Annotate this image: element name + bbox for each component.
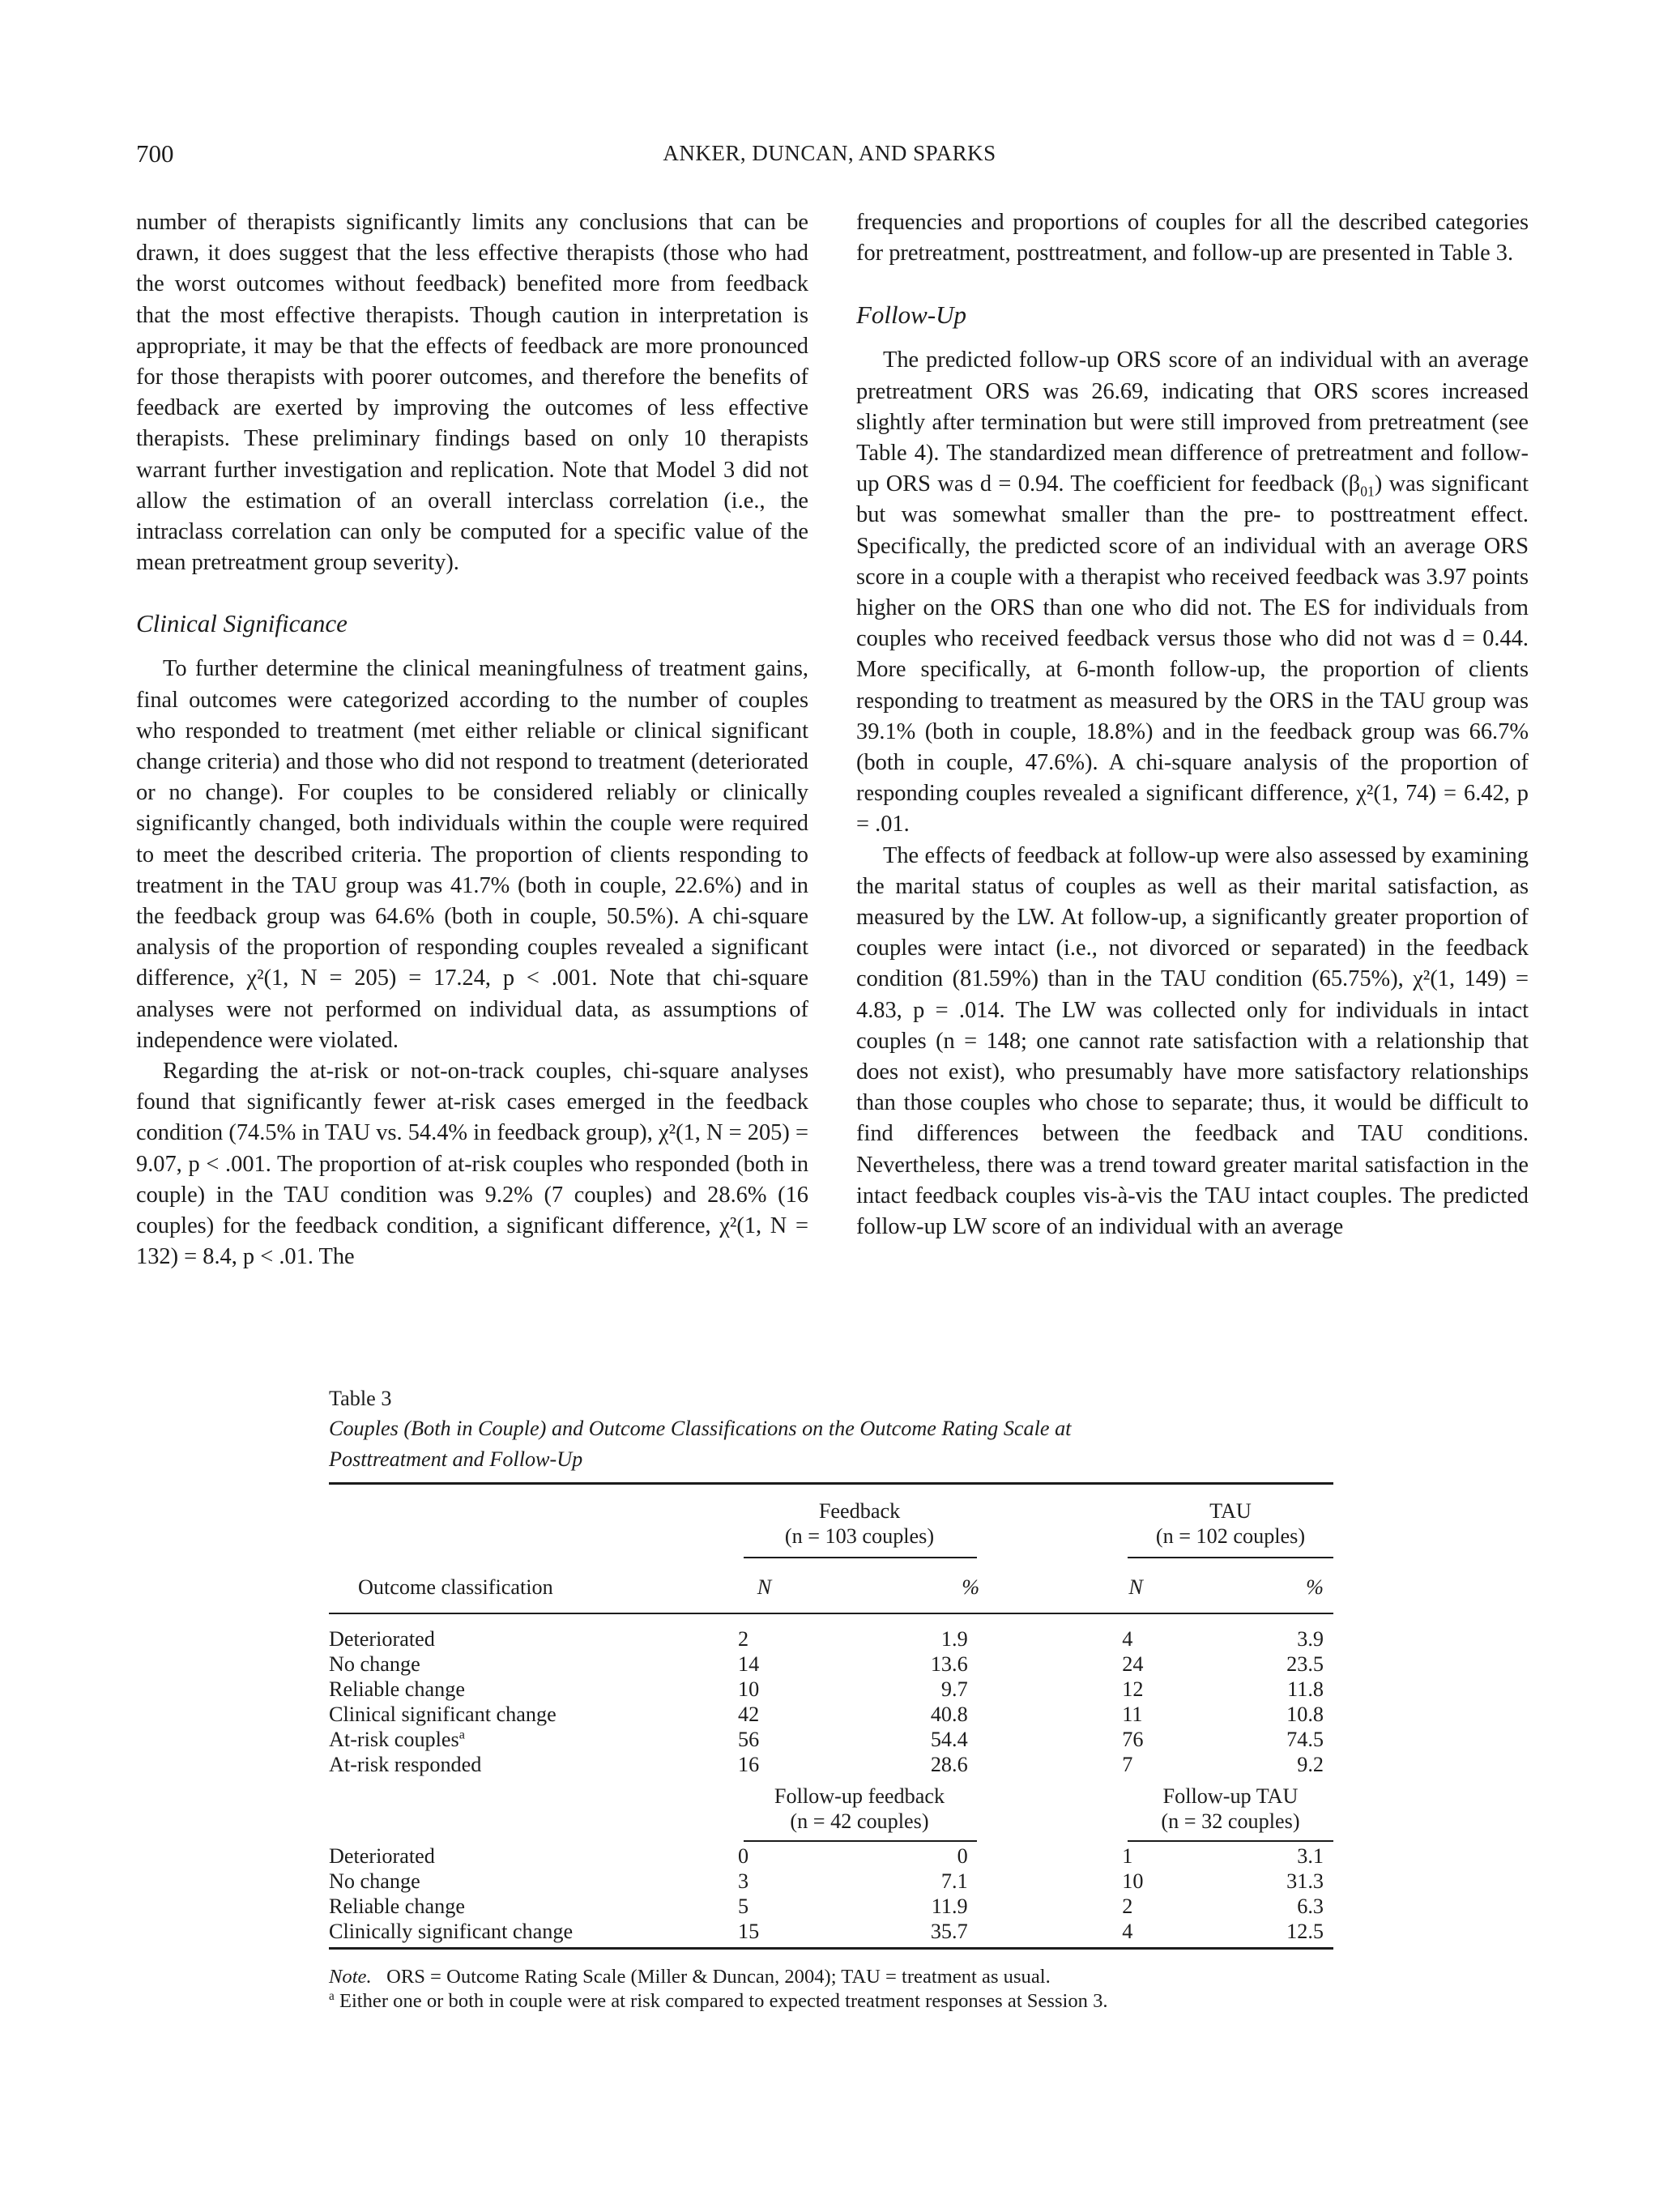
tau-n: 1 [1122, 1844, 1133, 1868]
statistic: χ²(1, N = 132) = 8.4, p < .01. [136, 1213, 808, 1270]
header-rule [329, 1613, 1333, 1614]
row-label: Clinical significant change [329, 1703, 557, 1726]
group-rule [1128, 1557, 1333, 1558]
feedback-pct: 9.7 [940, 1677, 968, 1701]
table-row [329, 1727, 1333, 1752]
paragraph: The predicted follow-up ORS score of an individual with an average pretreatment ORS was 26.69, indicating that ORS scores increased slightly after termination but were still improved from pretreatment (see Table 4). The standardized mean difference of pretreatment and follow-up ORS was d = 0.94. The coefficient for feedback $(\beta_{01})$ was significant but was somewhat smaller than the pre- to posttreatment effect. Specifically, the predicted score of an individual with an average ORS score in a couple with a therapist who received feedback was 3.97 points higher on the ORS than one who did not. The ES for individuals from couples who received feedback versus those who did not was d = 0.44. More specifically, at 6-month follow-up, the proportion of clients responding to treatment as measured by the ORS in the TAU group was 39.1% (both in couple, 18.8%) and in the feedback group was 66.7% (both in couple, 47.6%). A chi-square analysis of the proportion of responding couples revealed a significant difference, χ²(1, 74) = 6.42, p = .01. [856, 347, 1529, 837]
tau-pct: 3.1 [1297, 1844, 1324, 1868]
tau-pct: 12.5 [1286, 1920, 1324, 1943]
table-label: Table 3 [329, 1387, 392, 1410]
row-label: No change [329, 1869, 420, 1893]
left-column [136, 207, 808, 1273]
row-label: At-risk couples$^a$ [329, 1727, 465, 1751]
feedback-n: 15 [738, 1920, 760, 1943]
table-note: Note. ORS = Outcome Rating Scale (Miller & Duncan, 2004); TAU = treatment as usual. [329, 1966, 1051, 1988]
table-row [329, 1652, 1333, 1677]
tau-pct: 3.9 [1297, 1627, 1324, 1651]
tau-n: 76 [1122, 1728, 1144, 1751]
feedback-n: 2 [738, 1627, 749, 1651]
table-title: Couples (Both in Couple) and Outcome Classifications on the Outcome Rating Scale at Posttreatment and Follow-Up [329, 1417, 1072, 1471]
feedback-pct: 0 [957, 1844, 968, 1868]
row-label: Reliable change [329, 1677, 465, 1701]
group-header-follow-up-feedback: Follow-up feedback (n = 42 couples) [774, 1784, 945, 1833]
group-header-feedback: Feedback (n = 103 couples) [784, 1499, 935, 1548]
col-header-pct: % [962, 1575, 980, 1599]
table-row [329, 1894, 1333, 1919]
group-rule [744, 1840, 977, 1842]
table-top-rule [329, 1482, 1333, 1485]
feedback-pct: 1.9 [940, 1627, 968, 1651]
col-header-n: N [757, 1575, 772, 1599]
tau-pct: 31.3 [1286, 1869, 1324, 1893]
subscript: 01 [1360, 483, 1375, 500]
feedback-n: 56 [738, 1728, 760, 1751]
group-header-tau: TAU (n = 102 couples) [1155, 1499, 1306, 1548]
section-heading-follow-up: Follow-Up [856, 300, 967, 330]
tau-pct: 74.5 [1286, 1728, 1324, 1751]
statistic: χ²(1, N = 205) = 17.24, p < .001. [246, 965, 598, 991]
tau-pct: 11.8 [1287, 1677, 1324, 1701]
tau-n: 10 [1122, 1869, 1144, 1893]
feedback-pct: 11.9 [931, 1894, 968, 1918]
stub-header: Outcome classification [358, 1575, 553, 1599]
tau-n: 7 [1122, 1753, 1133, 1776]
feedback-n: 0 [738, 1844, 749, 1868]
table-row [329, 1869, 1333, 1894]
row-label: Deteriorated [329, 1844, 435, 1868]
page-number: 700 [136, 139, 174, 168]
feedback-pct: 54.4 [930, 1728, 968, 1751]
feedback-n: 10 [738, 1677, 760, 1701]
group-rule [1128, 1840, 1333, 1842]
feedback-pct: 7.1 [940, 1869, 968, 1893]
right-column [856, 207, 1529, 1242]
tau-pct: 9.2 [1297, 1753, 1324, 1776]
statistic: χ²(1, N = 205) = 9.07, p < .001. [136, 1120, 808, 1177]
paragraph: The effects of feedback at follow-up were also assessed by examining the marital status of couples as well as their marital satisfaction, as measured by the LW. At follow-up, a significantly greater proportion of couples were intact (i.e., not divorced or separated) in the feedback condition (81.59%) than in the TAU condition (65.75%), χ²(1, 149) = 4.83, p = .014. The LW was collected only for individuals in intact couples (n = 148; one cannot rate satisfaction with a relationship that does not exist), who presumably have more satisfactory relationships than those couples who chose to separate; thus, it would be difficult to find differences between the feedback and TAU conditions. Nevertheless, there was a trend toward greater marital satisfaction in the intact feedback couples vis-à-vis the TAU intact couples. The predicted follow-up LW score of an individual with an average [856, 842, 1529, 1240]
col-header-n: N [1128, 1575, 1143, 1599]
table-row [329, 1677, 1333, 1702]
table-3 [329, 1383, 1333, 1943]
table-bottom-rule [329, 1947, 1333, 1950]
section-heading-clinical-significance: Clinical Significance [136, 609, 348, 638]
running-head: ANKER, DUNCAN, AND SPARKS [663, 141, 996, 165]
feedback-n: 3 [738, 1869, 749, 1893]
row-label: Deteriorated [329, 1627, 435, 1651]
feedback-pct: 13.6 [930, 1652, 968, 1676]
posttreatment-rows [329, 1626, 1333, 1777]
table-row [329, 1752, 1333, 1777]
row-label: Reliable change [329, 1894, 465, 1918]
feedback-pct: 28.6 [930, 1753, 968, 1776]
col-header-pct: % [1306, 1575, 1324, 1599]
feedback-n: 42 [738, 1703, 760, 1726]
tau-n: 2 [1122, 1894, 1133, 1918]
follow-up-rows [329, 1843, 1333, 1944]
statistic: χ²(1, 149) = 4.83, p = .014. [856, 966, 1529, 1023]
paragraph: To further determine the clinical meaningfulness of treatment gains, final outcomes were categorized according to the number of couples who responded to treatment (met either reliable or clinical significant change criteria) and those who did not respond to treatment (deteriorated or no change). For couples to be considered reliably or clinically significantly changed, both individuals within the couple were required to meet the described criteria. The proportion of clients responding to treatment in the TAU group was 41.7% (both in couple, 22.6%) and in the feedback group was 64.6% (both in couple, 50.5%). A chi-square analysis of the proportion of responding couples revealed a significant difference, χ²(1, N = 205) = 17.24, p < .001. Note that chi-square analyses were not performed on individual data, as assumptions of independence were violated. [136, 656, 808, 1053]
feedback-n: 16 [738, 1753, 760, 1776]
tau-pct: 6.3 [1297, 1894, 1324, 1918]
column-header-row [329, 1575, 1333, 1600]
feedback-pct: 40.8 [930, 1703, 968, 1726]
table-row [329, 1626, 1333, 1652]
tau-n: 4 [1122, 1920, 1133, 1943]
table-row [329, 1919, 1333, 1944]
statistic: χ²(1, 74) = 6.42, p = .01. [856, 781, 1529, 837]
group-header-follow-up-tau: Follow-up TAU (n = 32 couples) [1161, 1784, 1300, 1833]
row-label: Clinically significant change [329, 1920, 574, 1943]
footnote-marker: a [458, 1727, 465, 1742]
paragraph: frequencies and proportions of couples for all the described categories for pretreatment, posttreatment, and follow-up are presented in Table 3. [856, 210, 1529, 266]
tau-pct: 23.5 [1286, 1652, 1324, 1676]
paragraph: Regarding the at-risk or not-on-track couples, chi-square analyses found that significantly fewer at-risk cases emerged in the feedback condition (74.5% in TAU vs. 54.4% in feedback group), χ²(1, N = 205) = 9.07, p < .001. The proportion of at-risk couples who responded (both in couple) in the TAU condition was 9.2% (7 couples) and 28.6% (16 couples) for the feedback condition, a significant difference, χ²(1, N = 132) = 8.4, p < .01. The [136, 1059, 809, 1270]
row-label: At-risk responded [329, 1753, 482, 1776]
feedback-n: 14 [738, 1652, 760, 1676]
table-footnote: $^a$ Either one or both in couple were at risk compared to expected treatment responses at Session 3. [329, 1988, 1108, 2012]
row-label: No change [329, 1652, 420, 1676]
tau-n: 12 [1122, 1677, 1144, 1701]
tau-n: 11 [1122, 1703, 1143, 1726]
table-row [329, 1702, 1333, 1727]
paragraph: number of therapists significantly limits any conclusions that can be drawn, it does suggest that the less effective therapists (those who had the worst outcomes without feedback) benefited more from feedback that the most effective therapists. Though caution in interpretation is appropriate, it may be that the effects of feedback are more pronounced for those therapists with poorer outcomes, and therefore the benefits of feedback are exerted by improving the outcomes of less effective therapists. These preliminary findings based on only 10 therapists warrant further investigation and replication. Note that Model 3 did not allow the estimation of an overall interclass correlation (i.e., the intraclass correlation can only be computed for a specific value of the mean pretreatment group severity). [136, 210, 808, 576]
table-row [329, 1843, 1333, 1869]
feedback-pct: 35.7 [930, 1920, 968, 1943]
tau-n: 4 [1122, 1627, 1133, 1651]
feedback-n: 5 [738, 1894, 749, 1918]
tau-n: 24 [1122, 1652, 1144, 1676]
tau-pct: 10.8 [1286, 1703, 1324, 1726]
group-rule [744, 1557, 977, 1558]
